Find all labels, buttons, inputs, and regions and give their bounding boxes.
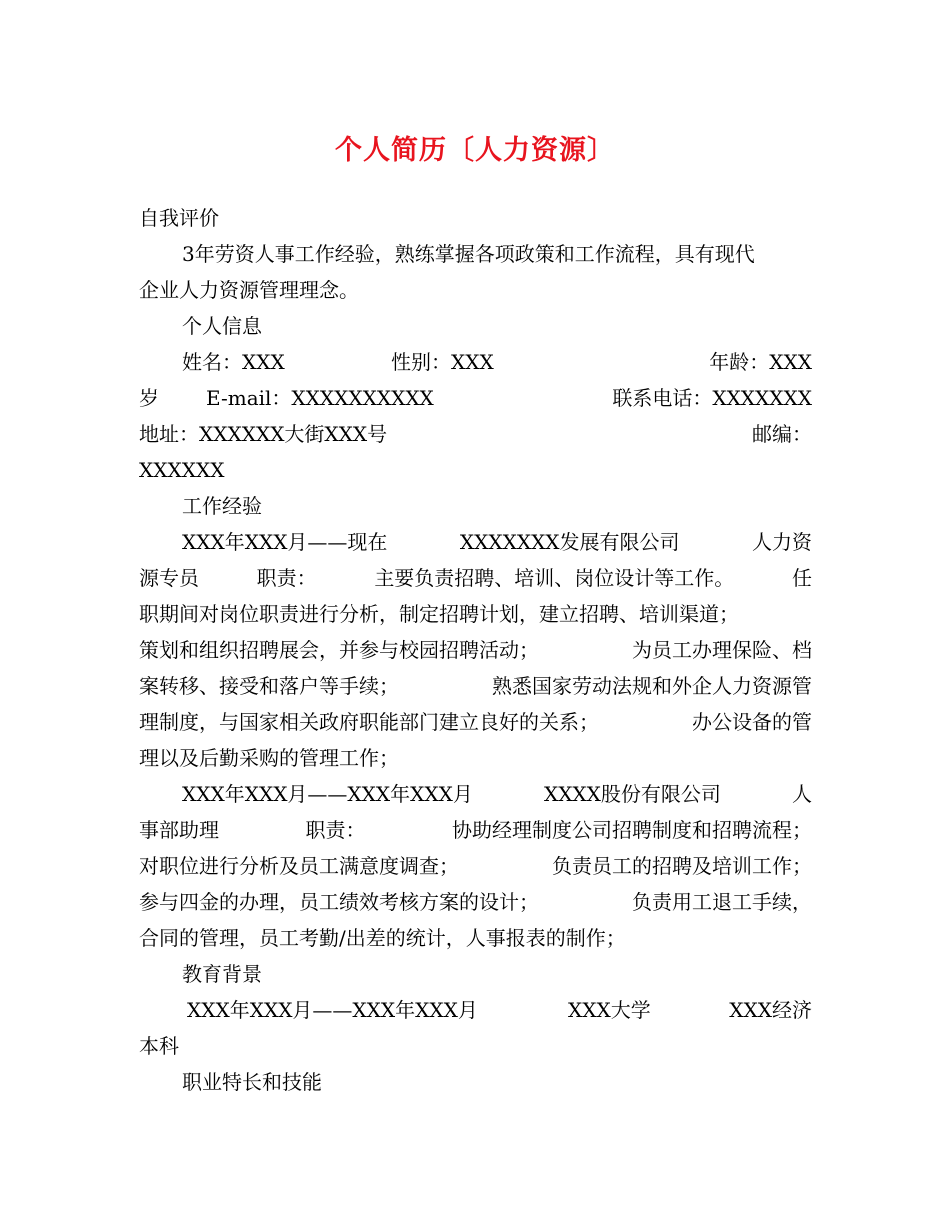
text-segment: 熟悉国家劳动法规和外企人力资源管 [492,674,812,698]
paragraph-line [139,920,812,956]
paragraph-line [139,704,812,740]
paragraph-line [139,848,812,884]
text-segment: 案转移、接受和落户等手续； [139,674,399,698]
text-segment: 理制度，与国家相关政府职能部门建立良好的关系； [139,710,599,734]
info-line-email-phone [139,380,812,416]
education-degree: 本科 [139,1034,179,1058]
text-segment: XXX年XXX月——现在 [182,530,388,554]
zip-value: XXXXXX [139,458,225,482]
text-segment: 参与四金的办理，员工绩效考核方案的设计； [139,890,539,914]
text-segment: 任 [791,566,812,590]
paragraph-line [139,776,812,812]
paragraph-line [139,560,812,596]
section-heading-personal-info: 个人信息 [182,314,262,338]
section-heading-skills: 职业特长和技能 [182,1070,322,1094]
paragraph-line [139,524,812,560]
age-unit: 岁 [139,386,159,410]
text-segment: XXX年XXX月——XXX年XXX月 [182,782,473,806]
text-segment: 对职位进行分析及员工满意度调查； [139,854,459,878]
text-segment: 职期间对岗位职责进行分析，制定招聘计划，建立招聘、培训渠道； [139,602,739,626]
address-field: 地址：XXXXXX大街XXX号 [139,422,388,446]
paragraph-line: 企业人力资源管理理念。 [139,278,359,302]
text-segment: 主要负责招聘、培训、岗位设计等工作。 [374,566,735,590]
name-field: 姓名：XXX [182,350,285,374]
paragraph-line [139,884,812,920]
paragraph-line [139,812,812,848]
text-segment: 协助经理制度公司招聘制度和招聘流程； [452,818,812,842]
text-segment: 职责： [305,818,366,842]
text-segment: 事部助理 [139,818,219,842]
text-segment: XXXXXXX发展有限公司 [459,530,680,554]
education-dates: XXX年XXX月——XXX年XXX月 [187,998,478,1022]
education-line [139,992,812,1028]
text-segment: 人力资 [751,530,812,554]
text-segment: XXXX股份有限公司 [543,782,721,806]
text-segment: 职责： [256,566,317,590]
phone-field: 联系电话：XXXXXXX [612,386,812,410]
text-segment: 负责用工退工手续， [632,890,812,914]
section-heading-education: 教育背景 [182,962,262,986]
section-heading-self-eval: 自我评价 [139,206,219,230]
paragraph-line [139,596,812,632]
text-segment: 合同的管理，员工考勤/出差的统计，人事报表的制作； [139,926,626,950]
paragraph-line [139,632,812,668]
paragraph-line [139,668,812,704]
age-field: 年龄：XXX [709,350,812,374]
text-segment: 人 [792,782,812,806]
info-line-name-gender-age [139,344,812,380]
text-segment: 为员工办理保险、档 [632,638,812,662]
paragraph-line [139,740,812,776]
education-major: XXX经济 [729,998,812,1022]
text-segment: 源专员 [139,566,199,590]
text-segment: 策划和组织招聘展会，并参与校园招聘活动； [139,638,539,662]
job-entry-2 [139,776,812,956]
zip-label: 邮编： [752,422,812,446]
email-field: E-mail：XXXXXXXXXX [206,386,434,410]
text-segment: 理以及后勤采购的管理工作； [139,746,399,770]
paragraph-line: 3年劳资人事工作经验，熟练掌握各项政策和工作流程，具有现代 [182,242,755,266]
document-title: 个人简历〔人力资源〕 [335,135,615,166]
gender-field: 性别：XXX [391,350,494,374]
text-segment: 负责员工的招聘及培训工作； [552,854,812,878]
education-school: XXX大学 [568,998,651,1022]
text-segment: 办公设备的管 [692,710,812,734]
document-body [139,200,812,1100]
info-line-address-zip [139,416,812,452]
section-heading-work: 工作经验 [182,494,262,518]
job-entry-1 [139,524,812,776]
